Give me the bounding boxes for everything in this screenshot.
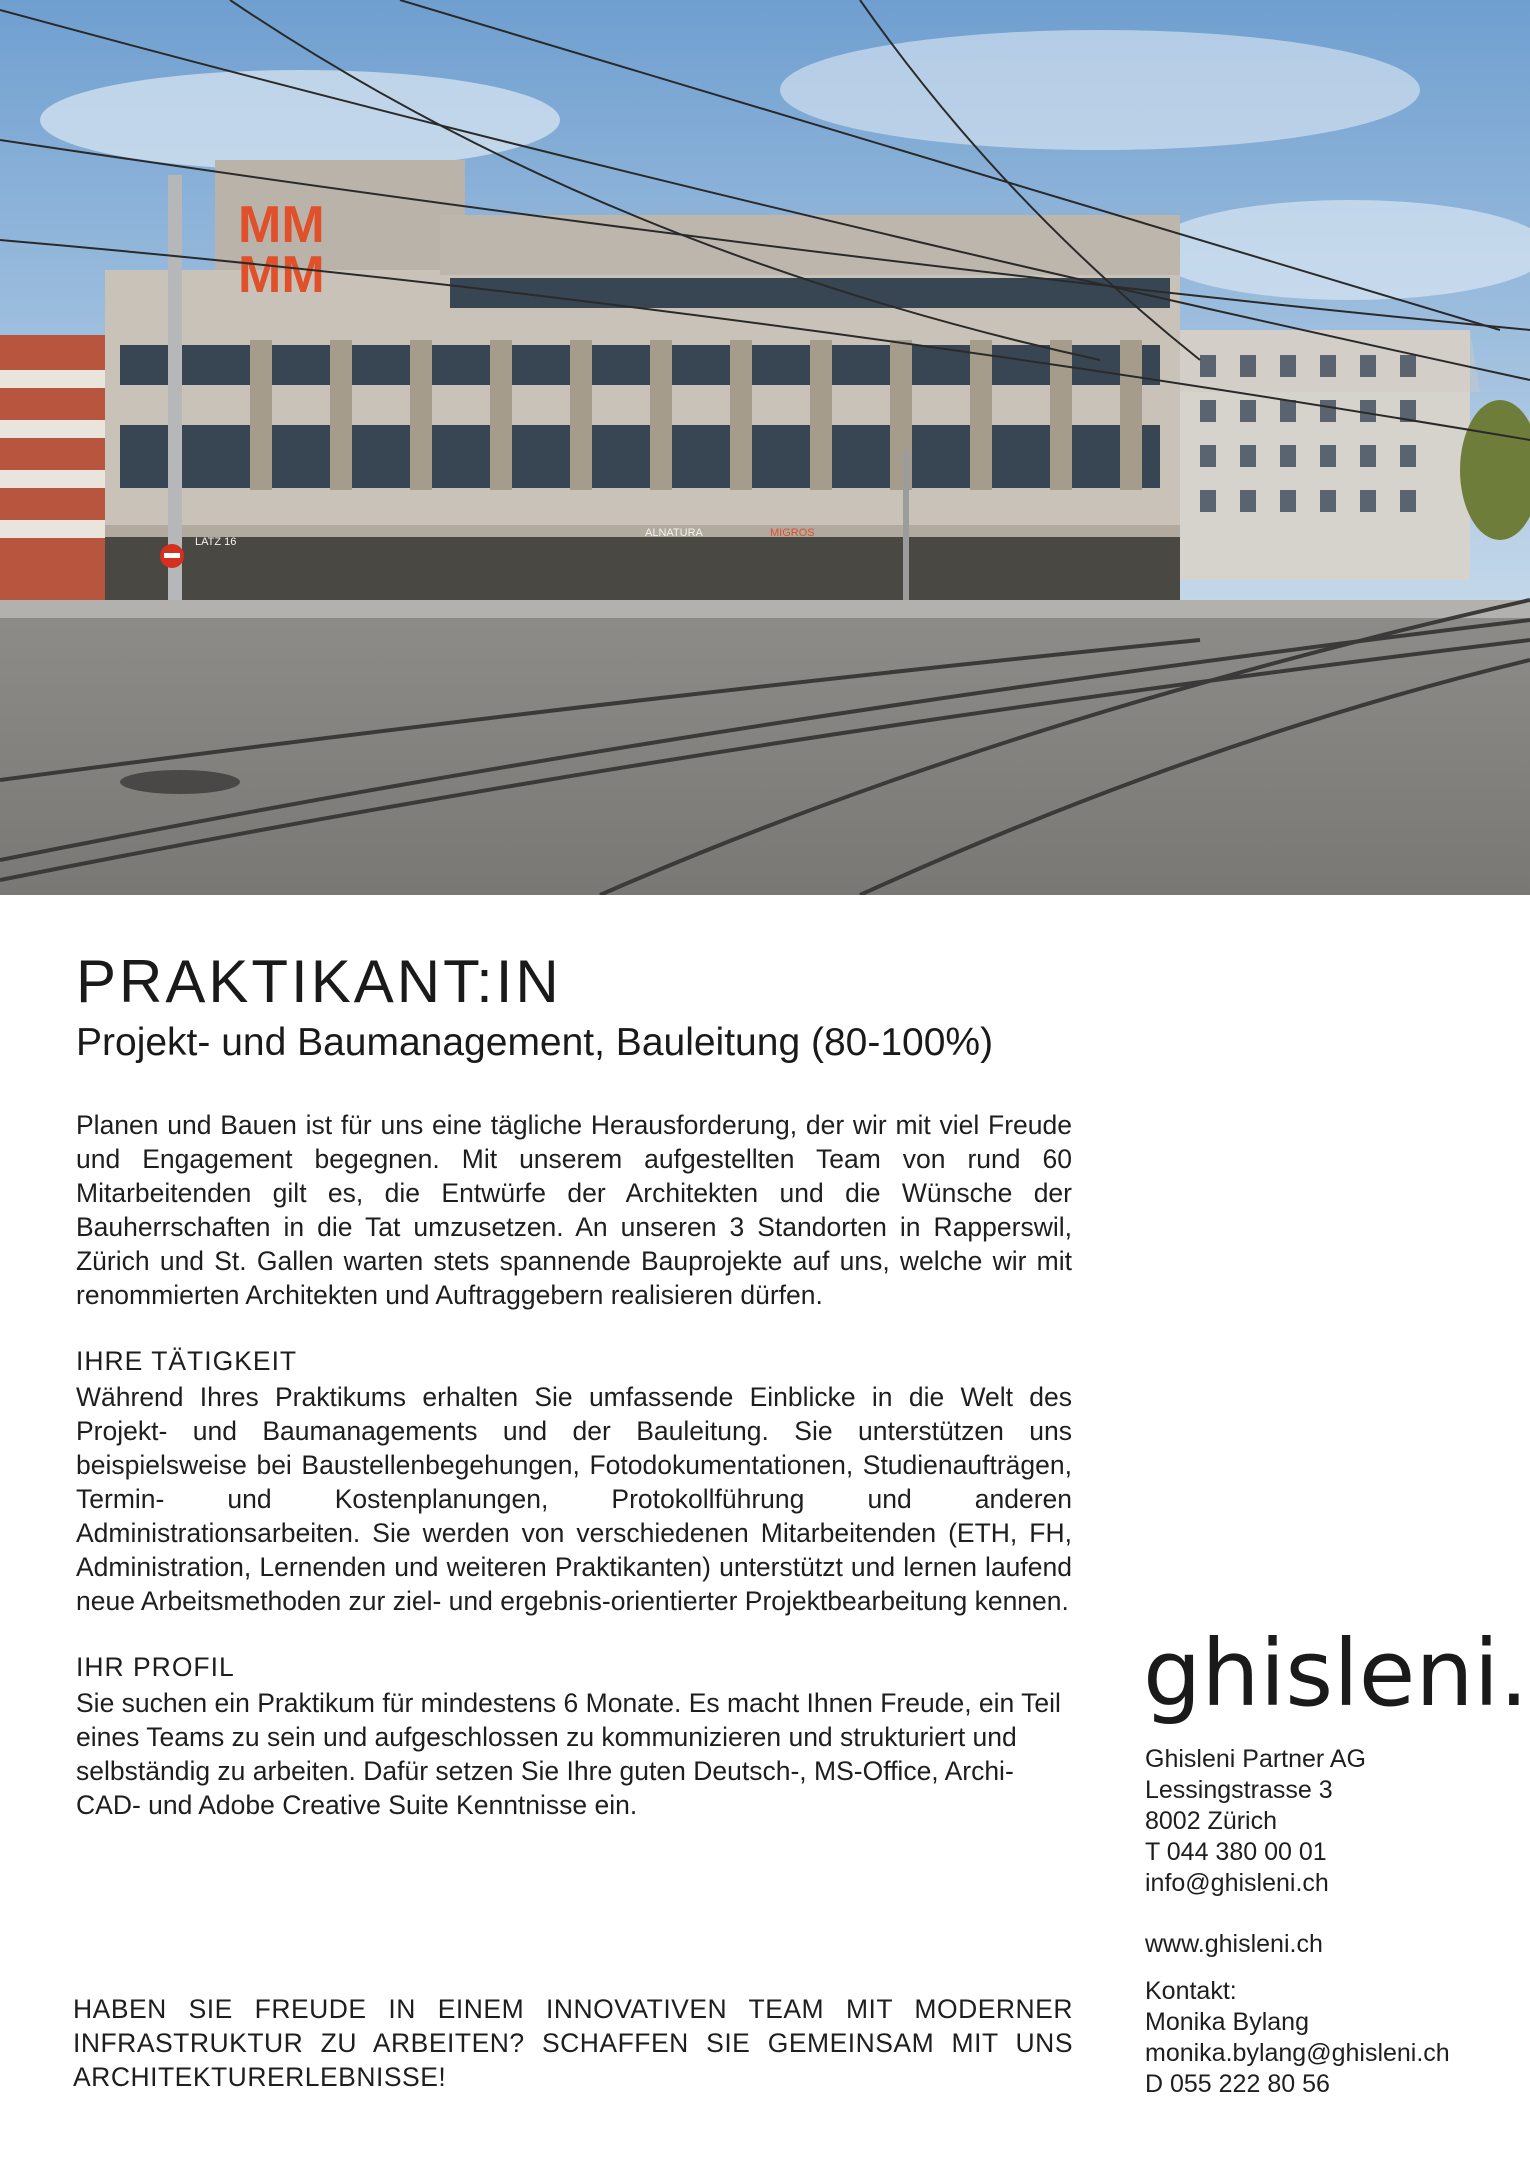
company-phone: T 044 380 00 01: [1145, 1838, 1327, 1866]
section-body-profil: Sie suchen ein Praktikum für mindestens 6 Monate. Es macht Ihnen Freude, ein Teil eines Teams zu sein und aufgeschlossen zu kommunizieren und strukturiert und selbständig zu arbeiten. Dafür setzen Sie Ihre guten Deutsch-, MS-Office, Archi-CAD- und Adobe Creative Suite Kenntnisse ein.: [76, 1688, 1061, 1820]
contact-block: [1145, 1976, 1450, 2100]
svg-text:ALNATURA: ALNATURA: [645, 527, 703, 539]
section-heading-taetigkeit: IHRE TÄTIGKEIT: [76, 1346, 298, 1376]
contact-phone: D 055 222 80 56: [1145, 2070, 1330, 2098]
company-email-link[interactable]: info@ghisleni.ch: [1145, 1869, 1329, 1897]
building-photo-illustration: [0, 0, 1530, 895]
road: [0, 610, 1530, 895]
intro-paragraph: Planen und Bauen ist für uns eine tägliche Herausforderung, der wir mit viel Freude und Engagement begegnen. Mit unserem aufgestellten Team von rund 60 Mitarbeitenden gilt es, die Entwürfe der Architekten und die Wünsche der Bauherrschaften in die Tat umzusetzen. An unseren 3 Standorten in Rapperswil, Zürich und St. Gallen warten stets spannende Bauprojekte auf uns, welche wir mit renommierten Architekten und Auftraggebern realisieren dürfen.: [76, 1110, 1072, 1310]
company-name: Ghisleni Partner AG: [1145, 1745, 1366, 1773]
contact-email-link[interactable]: monika.bylang@ghisleni.ch: [1145, 2039, 1450, 2067]
contact-label: Kontakt:: [1145, 1977, 1237, 2005]
company-website-link[interactable]: www.ghisleni.ch: [1145, 1930, 1323, 1958]
job-title: PRAKTIKANT:IN: [76, 948, 562, 1015]
job-subtitle: Projekt- und Baumanagement, Bauleitung (80-100%): [76, 1021, 994, 1064]
section-heading-profil: IHR PROFIL: [76, 1652, 235, 1682]
contact-name: Monika Bylang: [1145, 2008, 1309, 2036]
company-address: [1145, 1744, 1366, 1899]
closing-statement: HABEN SIE FREUDE IN EINEM INNOVATIVEN TEAM MIT MODERNER INFRASTRUKTUR ZU ARBEITEN? SCHAFFEN SIE GEMEINSAM MIT UNS ARCHITEKTURERLEBNISSE!: [73, 1994, 1073, 2092]
lamp-pole: [168, 175, 182, 645]
section-body-taetigkeit: Während Ihres Praktikums erhalten Sie umfassende Einblicke in die Welt des Projekt- und Baumanagements und der Bauleitung. Sie unterstützen uns beispielsweise bei Baustellenbegehungen, Fotodokumentationen, Studienaufträgen, Termin- und Kostenplanungen, Protokollführung und anderen Administrationsarbeiten. Sie werden von verschiedenen Mitarbeitenden (ETH, FH, Administration, Lernenden und weiteren Praktikanten) unterstützt und lernen laufend neue Arbeitsmethoden zur ziel- und ergebnis-orientierter Projektbearbeitung kennen.: [76, 1382, 1072, 1616]
company-street: Lessingstrasse 3: [1145, 1776, 1333, 1804]
company-logo: ghisleni.: [1143, 1620, 1529, 1727]
storefront-band: [105, 525, 1180, 610]
header-photo: [0, 0, 1530, 895]
svg-text:MM: MM: [238, 246, 325, 304]
mm-sign: MM: [238, 196, 325, 254]
svg-text:LATZ 16: LATZ 16: [195, 536, 237, 548]
svg-text:MIGROS: MIGROS: [770, 527, 815, 539]
company-city: 8002 Zürich: [1145, 1807, 1278, 1835]
